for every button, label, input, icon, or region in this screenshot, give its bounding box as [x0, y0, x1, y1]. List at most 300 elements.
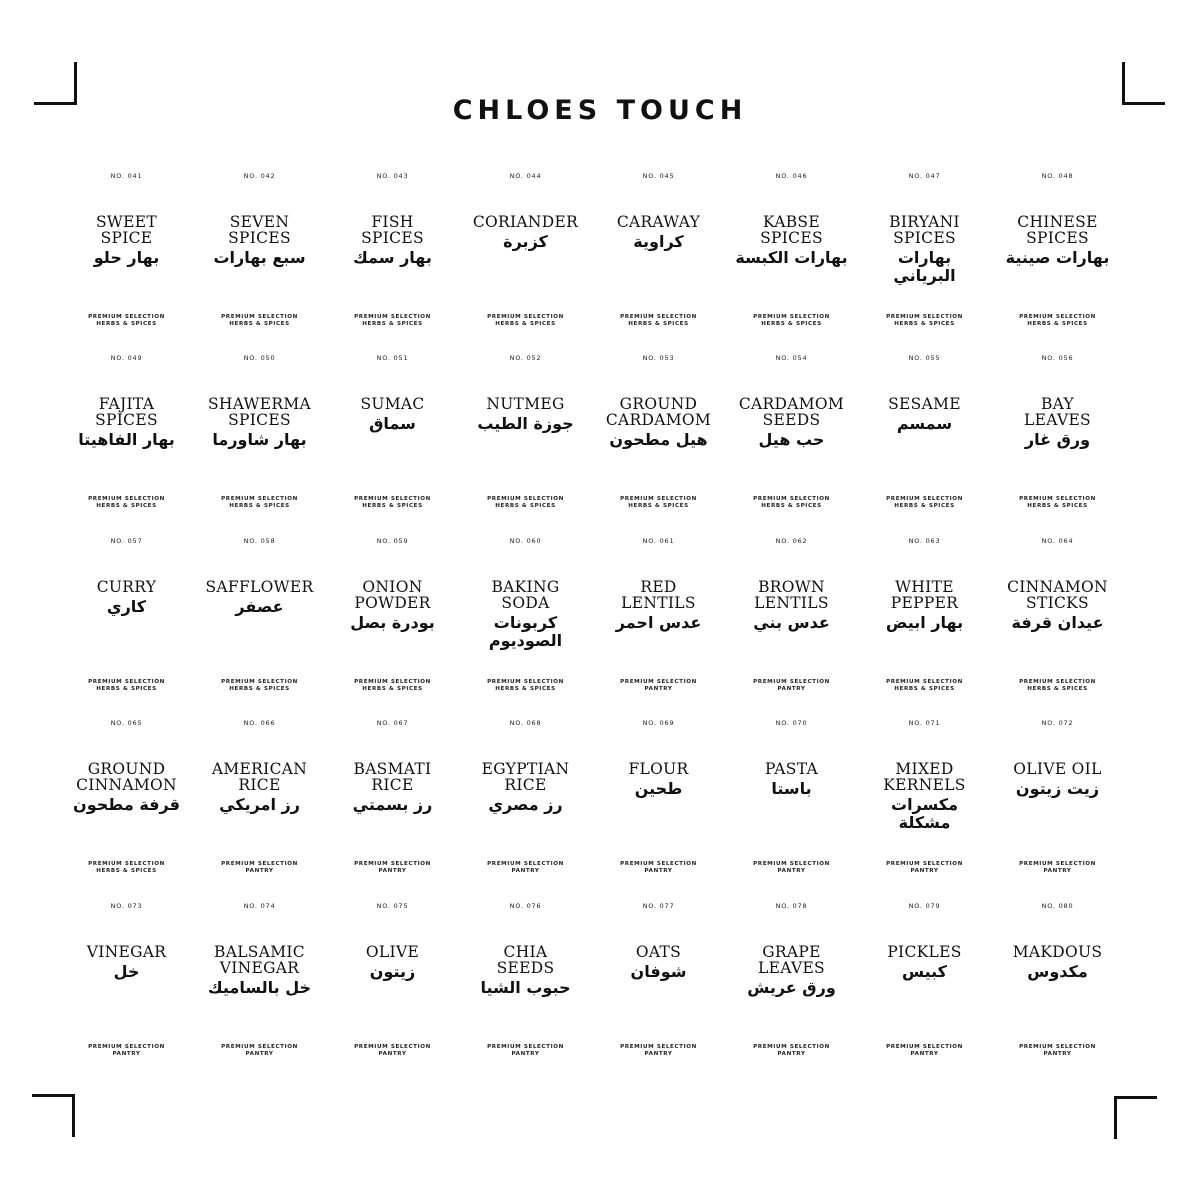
label-arabic-name: عيدان قرفة: [1011, 612, 1104, 632]
label-arabic-name: ورق غار: [1024, 430, 1091, 450]
label-category-text: HERBS & SPICES: [362, 321, 423, 327]
label-arabic-name: بهارات صينية: [1005, 248, 1110, 267]
label-english-name: KABSE SPICES: [760, 213, 823, 247]
spice-label: [326, 533, 459, 715]
label-arabic-name: كبيس: [902, 961, 947, 981]
label-category-text: HERBS & SPICES: [229, 503, 290, 510]
label-premium-text: PREMIUM SELECTION: [88, 678, 165, 685]
label-name-block: [193, 579, 326, 669]
label-category-text: HERBS & SPICES: [628, 503, 689, 510]
label-category-text: HERBS & SPICES: [761, 321, 822, 327]
spice-label: [60, 168, 193, 350]
label-name-block: [326, 761, 459, 851]
label-premium-text: PREMIUM SELECTION: [354, 1043, 431, 1050]
label-number: NO. 077: [642, 901, 675, 910]
label-category-text: HERBS & SPICES: [96, 503, 157, 510]
label-name-block: [60, 579, 193, 669]
label-category-text: HERBS & SPICES: [362, 685, 423, 692]
label-name-block: [991, 396, 1124, 486]
spice-label: [459, 350, 592, 532]
label-premium-text: PREMIUM SELECTION: [620, 314, 697, 320]
label-footer: [592, 1044, 725, 1058]
label-arabic-name: بهار الفاهيتا: [78, 430, 175, 450]
label-english-name: VINEGAR: [86, 942, 167, 961]
label-english-name: BALSAMIC VINEGAR: [214, 942, 305, 977]
label-english-name: NUTMEG: [486, 395, 565, 414]
label-premium-text: PREMIUM SELECTION: [354, 861, 431, 868]
label-premium-text: PREMIUM SELECTION: [753, 678, 830, 685]
label-premium-text: PREMIUM SELECTION: [886, 496, 963, 503]
label-category-text: PANTRY: [378, 1050, 407, 1057]
spice-label: [991, 715, 1124, 897]
label-english-name: AMERICAN RICE: [211, 760, 308, 795]
crop-mark-bottom-left: [32, 1094, 75, 1137]
label-category-text: PANTRY: [910, 868, 939, 875]
label-english-name: FLOUR: [628, 760, 689, 779]
label-number: NO. 041: [110, 172, 143, 180]
label-number: NO. 056: [1041, 354, 1074, 363]
label-footer: [592, 314, 725, 328]
label-english-name: FAJITA SPICES: [95, 395, 158, 430]
label-footer: [193, 314, 326, 328]
label-premium-text: PREMIUM SELECTION: [487, 861, 564, 868]
label-name-block: [725, 579, 858, 669]
label-premium-text: PREMIUM SELECTION: [753, 861, 830, 868]
label-category-text: PANTRY: [644, 685, 673, 692]
label-name-block: [193, 396, 326, 486]
label-number: NO. 076: [509, 901, 542, 910]
label-grid: [60, 168, 1124, 1080]
label-number: NO. 057: [110, 536, 143, 545]
label-english-name: RED LENTILS: [621, 577, 696, 612]
label-footer: [193, 861, 326, 875]
label-arabic-name: حبوب الشيا: [480, 977, 571, 997]
label-english-name: CHIA SEEDS: [496, 942, 555, 977]
label-english-name: GRAPE LEAVES: [758, 942, 825, 977]
label-number: NO. 065: [110, 719, 143, 728]
label-footer: [858, 496, 991, 510]
label-premium-text: PREMIUM SELECTION: [221, 678, 298, 685]
crop-mark-bottom-right: [1114, 1096, 1157, 1139]
spice-label: [858, 533, 991, 715]
spice-label: [991, 350, 1124, 532]
label-arabic-name: زيت زيتون: [1015, 779, 1100, 799]
label-name-block: [459, 396, 592, 486]
label-footer: [725, 679, 858, 693]
label-arabic-name: خل بالساميك: [207, 977, 312, 997]
label-name-block: [592, 579, 725, 669]
label-arabic-name: حب هيل: [758, 430, 825, 450]
label-english-name: EGYPTIAN RICE: [481, 760, 570, 795]
label-english-name: CURRY: [96, 577, 157, 596]
label-arabic-name: سماق: [369, 414, 416, 434]
label-category-text: HERBS & SPICES: [495, 503, 556, 510]
label-name-block: [326, 579, 459, 669]
label-footer: [725, 861, 858, 875]
label-arabic-name: بهارات البرياني: [893, 248, 956, 285]
label-english-name: OLIVE: [365, 942, 420, 961]
label-arabic-name: بهار ابيض: [885, 612, 964, 632]
spice-label: [60, 350, 193, 532]
label-footer: [193, 496, 326, 510]
label-arabic-name: خل: [113, 961, 140, 981]
spice-label: [60, 898, 193, 1080]
label-arabic-name: سبع بهارات: [213, 248, 306, 267]
label-number: NO. 046: [775, 172, 808, 180]
label-arabic-name: عصفر: [235, 596, 284, 616]
label-name-block: [459, 761, 592, 851]
label-footer: [193, 1044, 326, 1058]
label-english-name: CARDAMOM SEEDS: [738, 395, 845, 430]
label-premium-text: PREMIUM SELECTION: [1019, 314, 1096, 320]
label-number: NO. 051: [376, 354, 409, 363]
label-footer: [991, 1044, 1124, 1058]
label-category-text: PANTRY: [1043, 868, 1072, 875]
label-arabic-name: بهار شاورما: [212, 430, 307, 450]
label-premium-text: PREMIUM SELECTION: [753, 1043, 830, 1050]
label-english-name: GROUND CARDAMOM: [605, 395, 712, 430]
label-number: NO. 054: [775, 354, 808, 363]
label-name-block: [326, 944, 459, 1034]
label-arabic-name: باستا: [771, 779, 812, 799]
label-name-block: [991, 761, 1124, 851]
label-name-block: [725, 396, 858, 486]
label-premium-text: PREMIUM SELECTION: [487, 678, 564, 685]
label-number: NO. 060: [509, 536, 542, 545]
label-english-name: BIRYANI SPICES: [889, 213, 960, 247]
label-category-text: PANTRY: [644, 868, 673, 875]
label-english-name: ONION POWDER: [354, 577, 431, 612]
label-number: NO. 043: [376, 172, 409, 180]
label-premium-text: PREMIUM SELECTION: [221, 314, 298, 320]
label-name-block: [193, 761, 326, 851]
label-premium-text: PREMIUM SELECTION: [753, 496, 830, 503]
label-footer: [592, 679, 725, 693]
label-arabic-name: ورق عريش: [747, 977, 836, 997]
spice-label: [60, 715, 193, 897]
label-number: NO. 073: [110, 901, 143, 910]
label-english-name: OLIVE OIL: [1013, 760, 1102, 779]
label-number: NO. 058: [243, 536, 276, 545]
label-name-block: [459, 944, 592, 1034]
label-premium-text: PREMIUM SELECTION: [886, 861, 963, 868]
label-number: NO. 069: [642, 719, 675, 728]
label-english-name: BAY LEAVES: [1024, 395, 1091, 430]
label-premium-text: PREMIUM SELECTION: [88, 496, 165, 503]
label-english-name: SESAME: [888, 395, 961, 414]
label-number: NO. 052: [509, 354, 542, 363]
label-premium-text: PREMIUM SELECTION: [88, 314, 165, 320]
label-name-block: [858, 396, 991, 486]
spice-label: [592, 168, 725, 350]
label-english-name: SAFFLOWER: [205, 577, 314, 596]
label-arabic-name: عدس احمر: [615, 612, 702, 632]
label-premium-text: PREMIUM SELECTION: [753, 314, 830, 320]
spice-label: [60, 533, 193, 715]
label-arabic-name: كاري: [106, 596, 147, 616]
label-name-block: [725, 944, 858, 1034]
label-arabic-name: عدس بني: [753, 612, 830, 632]
label-category-text: PANTRY: [511, 868, 540, 875]
label-english-name: FISH SPICES: [361, 213, 424, 247]
label-number: NO. 066: [243, 719, 276, 728]
label-arabic-name: رز بسمتي: [352, 795, 433, 815]
spice-label: [193, 168, 326, 350]
label-name-block: [991, 214, 1124, 304]
label-english-name: BROWN LENTILS: [754, 577, 829, 612]
label-number: NO. 071: [908, 719, 941, 728]
label-arabic-name: بهار سمك: [353, 248, 432, 267]
label-name-block: [858, 579, 991, 669]
label-category-text: PANTRY: [777, 685, 806, 692]
label-premium-text: PREMIUM SELECTION: [1019, 678, 1096, 685]
label-category-text: PANTRY: [511, 1050, 540, 1057]
label-name-block: [592, 214, 725, 304]
label-english-name: SEVEN SPICES: [228, 213, 291, 247]
label-english-name: SWEET SPICE: [95, 213, 158, 247]
label-name-block: [858, 214, 991, 304]
spice-label: [193, 715, 326, 897]
label-number: NO. 079: [908, 901, 941, 910]
label-footer: [991, 861, 1124, 875]
label-number: NO. 078: [775, 901, 808, 910]
label-premium-text: PREMIUM SELECTION: [487, 496, 564, 503]
label-premium-text: PREMIUM SELECTION: [354, 314, 431, 320]
label-footer: [459, 496, 592, 510]
label-english-name: WHITE PEPPER: [890, 577, 959, 612]
label-footer: [991, 496, 1124, 510]
label-arabic-name: شوفان: [630, 961, 687, 981]
label-name-block: [725, 761, 858, 851]
spice-label: [991, 168, 1124, 350]
label-english-name: GROUND CINNAMON: [76, 760, 177, 795]
label-arabic-name: جوزة الطيب: [477, 414, 574, 434]
label-name-block: [592, 761, 725, 851]
label-footer: [991, 314, 1124, 328]
label-footer: [60, 861, 193, 875]
label-category-text: PANTRY: [1043, 1050, 1072, 1057]
label-name-block: [991, 944, 1124, 1034]
label-premium-text: PREMIUM SELECTION: [88, 1043, 165, 1050]
label-premium-text: PREMIUM SELECTION: [1019, 496, 1096, 503]
label-number: NO. 070: [775, 719, 808, 728]
label-arabic-name: قرفة مطحون: [73, 795, 180, 815]
sheet-title: CHLOES TOUCH: [452, 95, 748, 126]
label-english-name: PICKLES: [887, 942, 962, 961]
spice-label: [459, 533, 592, 715]
label-category-text: PANTRY: [644, 1050, 673, 1057]
label-premium-text: PREMIUM SELECTION: [620, 1043, 697, 1050]
spice-label: [193, 350, 326, 532]
label-premium-text: PREMIUM SELECTION: [88, 861, 165, 868]
spice-label: [858, 168, 991, 350]
label-name-block: [858, 944, 991, 1034]
label-number: NO. 053: [642, 354, 675, 363]
label-arabic-name: كراوية: [633, 232, 684, 251]
label-english-name: BAKING SODA: [491, 577, 560, 612]
label-english-name: PASTA: [764, 760, 818, 779]
label-number: NO. 068: [509, 719, 542, 728]
label-category-text: HERBS & SPICES: [761, 503, 822, 510]
label-number: NO. 044: [509, 172, 542, 180]
label-premium-text: PREMIUM SELECTION: [1019, 861, 1096, 868]
spice-label: [725, 715, 858, 897]
label-number: NO. 045: [642, 172, 675, 180]
label-category-text: HERBS & SPICES: [1027, 321, 1088, 327]
spice-label: [991, 533, 1124, 715]
label-english-name: CORIANDER: [472, 213, 579, 231]
label-name-block: [592, 944, 725, 1034]
label-premium-text: PREMIUM SELECTION: [354, 496, 431, 503]
label-arabic-name: بهار حلو: [93, 248, 160, 267]
label-arabic-name: مكسرات مشكلة: [890, 795, 958, 833]
label-premium-text: PREMIUM SELECTION: [487, 314, 564, 320]
spice-label: [193, 898, 326, 1080]
label-number: NO. 080: [1041, 901, 1074, 910]
label-premium-text: PREMIUM SELECTION: [620, 496, 697, 503]
label-name-block: [459, 214, 592, 304]
spice-label: [592, 898, 725, 1080]
label-number: NO. 048: [1041, 172, 1074, 180]
label-name-block: [60, 396, 193, 486]
label-category-text: HERBS & SPICES: [894, 685, 955, 692]
label-arabic-name: بهارات الكبسة: [735, 248, 848, 267]
label-category-text: HERBS & SPICES: [362, 503, 423, 510]
label-category-text: HERBS & SPICES: [96, 685, 157, 692]
label-name-block: [60, 761, 193, 851]
label-footer: [193, 679, 326, 693]
label-number: NO. 075: [376, 901, 409, 910]
label-category-text: HERBS & SPICES: [628, 321, 689, 327]
label-number: NO. 042: [243, 172, 276, 180]
label-premium-text: PREMIUM SELECTION: [221, 496, 298, 503]
label-premium-text: PREMIUM SELECTION: [221, 861, 298, 868]
spice-label: [592, 533, 725, 715]
label-name-block: [60, 944, 193, 1034]
label-arabic-name: سمسم: [896, 414, 953, 434]
label-name-block: [326, 396, 459, 486]
label-premium-text: PREMIUM SELECTION: [221, 1043, 298, 1050]
label-footer: [858, 314, 991, 328]
spice-label: [459, 168, 592, 350]
label-footer: [858, 861, 991, 875]
label-arabic-name: مكدوس: [1027, 961, 1088, 981]
label-footer: [459, 679, 592, 693]
label-name-block: [193, 944, 326, 1034]
label-english-name: SUMAC: [360, 395, 425, 414]
label-number: NO. 055: [908, 354, 941, 363]
label-number: NO. 061: [642, 536, 675, 545]
label-arabic-name: كربونات الصوديوم: [488, 612, 563, 650]
label-footer: [592, 861, 725, 875]
label-arabic-name: رز مصري: [488, 795, 563, 815]
spice-label: [592, 715, 725, 897]
label-footer: [459, 314, 592, 328]
label-footer: [60, 679, 193, 693]
label-arabic-name: بودرة بصل: [350, 612, 435, 632]
label-number: NO. 047: [908, 172, 941, 180]
label-footer: [459, 861, 592, 875]
spice-label: [858, 350, 991, 532]
label-category-text: HERBS & SPICES: [495, 321, 556, 327]
label-english-name: BASMATI RICE: [353, 760, 432, 795]
label-name-block: [725, 214, 858, 304]
label-arabic-name: طحين: [634, 779, 683, 799]
label-arabic-name: رز امريكي: [219, 795, 300, 815]
label-footer: [725, 1044, 858, 1058]
label-category-text: HERBS & SPICES: [1027, 503, 1088, 510]
label-category-text: HERBS & SPICES: [229, 321, 290, 327]
label-category-text: PANTRY: [777, 1050, 806, 1057]
label-number: NO. 067: [376, 719, 409, 728]
label-footer: [858, 679, 991, 693]
label-number: NO. 050: [243, 354, 276, 363]
label-footer: [60, 314, 193, 328]
label-english-name: MAKDOUS: [1012, 942, 1103, 961]
label-footer: [725, 496, 858, 510]
label-name-block: [326, 214, 459, 304]
spice-label: [459, 898, 592, 1080]
label-arabic-name: كزبرة: [503, 232, 548, 251]
label-name-block: [459, 579, 592, 669]
label-number: NO. 072: [1041, 719, 1074, 728]
label-name-block: [193, 214, 326, 304]
label-premium-text: PREMIUM SELECTION: [1019, 1043, 1096, 1050]
spice-label: [326, 715, 459, 897]
label-number: NO. 063: [908, 536, 941, 545]
label-premium-text: PREMIUM SELECTION: [487, 1043, 564, 1050]
label-number: NO. 059: [376, 536, 409, 545]
label-premium-text: PREMIUM SELECTION: [886, 1043, 963, 1050]
label-english-name: CHINESE SPICES: [1017, 213, 1098, 247]
label-premium-text: PREMIUM SELECTION: [620, 678, 697, 685]
label-category-text: HERBS & SPICES: [894, 321, 955, 327]
label-premium-text: PREMIUM SELECTION: [886, 678, 963, 685]
label-number: NO. 064: [1041, 536, 1074, 545]
label-footer: [592, 496, 725, 510]
label-category-text: HERBS & SPICES: [1027, 685, 1088, 692]
label-footer: [326, 679, 459, 693]
spice-label: [991, 898, 1124, 1080]
label-category-text: PANTRY: [910, 1050, 939, 1057]
label-arabic-name: هيل مطحون: [609, 430, 708, 450]
label-footer: [326, 496, 459, 510]
label-footer: [858, 1044, 991, 1058]
label-number: NO. 062: [775, 536, 808, 545]
label-category-text: HERBS & SPICES: [96, 868, 157, 875]
label-category-text: HERBS & SPICES: [96, 321, 157, 327]
label-premium-text: PREMIUM SELECTION: [886, 314, 963, 320]
label-category-text: HERBS & SPICES: [495, 685, 556, 692]
label-premium-text: PREMIUM SELECTION: [620, 861, 697, 868]
label-premium-text: PREMIUM SELECTION: [354, 678, 431, 685]
label-footer: [326, 1044, 459, 1058]
label-number: NO. 074: [243, 901, 276, 910]
spice-label: [858, 898, 991, 1080]
label-footer: [60, 496, 193, 510]
label-footer: [991, 679, 1124, 693]
spice-label: [193, 533, 326, 715]
label-category-text: HERBS & SPICES: [229, 685, 290, 692]
spice-label: [459, 715, 592, 897]
spice-label: [725, 533, 858, 715]
label-category-text: PANTRY: [378, 868, 407, 875]
label-english-name: OATS: [635, 942, 682, 961]
label-category-text: HERBS & SPICES: [894, 503, 955, 510]
label-english-name: SHAWERMA SPICES: [207, 395, 312, 430]
label-name-block: [858, 761, 991, 851]
label-category-text: PANTRY: [777, 868, 806, 875]
